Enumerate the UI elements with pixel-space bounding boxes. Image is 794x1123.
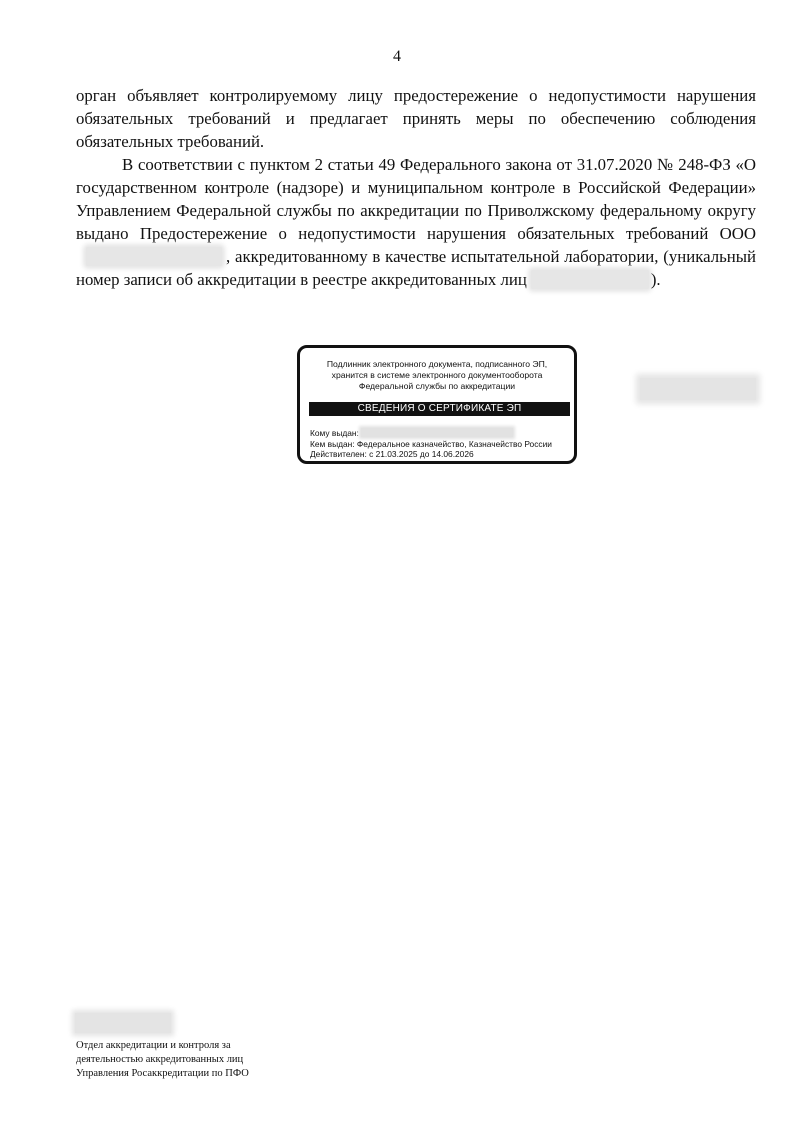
redacted-executor-name (75, 1013, 171, 1033)
page-number: 4 (393, 48, 401, 65)
stamp-header-text (300, 359, 574, 392)
stamp-certificate-details (310, 428, 570, 460)
redacted-accreditation-number (531, 270, 649, 289)
stamp-line-3: Федеральной службы по аккредитации (358, 381, 516, 391)
stamp-line-1: Подлинник электронного документа, подписанного ЭП, (326, 359, 548, 369)
document-body (76, 84, 756, 291)
stamp-issued-by: Кем выдан: Федеральное казначейство, Казначейство России (310, 438, 552, 449)
paragraph-text-start: В соответствии с пунктом 2 статьи 49 Федерального закона от 31.07.2020 № 248-ФЗ «О государственном контроле (надзоре) и муниципальном контроле в Российской Федерации» Управлением Федеральной службы по аккредитации по Приволжскому федеральному округу выдано Предостережение о недопустимости нарушения обязательных требований ООО (76, 155, 756, 243)
executor-info (76, 1039, 249, 1081)
executor-dept-line-3: Управления Росаккредитации по ПФО (76, 1068, 249, 1079)
stamp-issued-to-label: Кому выдан: (310, 428, 359, 438)
stamp-certificate-header: СВЕДЕНИЯ О СЕРТИФИКАТЕ ЭП (309, 402, 570, 416)
paragraph-text-middle: , аккредитованному в качестве испытательной лаборатории, (уникальный номер записи об аккредитации в реестре аккредитованных лиц (76, 247, 756, 289)
redacted-signatory (640, 378, 756, 400)
stamp-line-2: хранится в системе электронного документооборота (331, 370, 543, 380)
stamp-validity: Действителен: с 21.03.2025 до 14.06.2026 (310, 449, 474, 459)
redacted-signer-name (361, 428, 513, 437)
paragraph-text-end: ). (650, 270, 661, 289)
paragraph-warning-issued (76, 153, 756, 291)
paragraph-warning-intro: орган объявляет контролируемому лицу предостережение о недопустимости нарушения обязательных требований и предлагает принять меры по обеспечению соблюдения обязательных требований. (76, 86, 756, 151)
stamp-issued-to (310, 428, 570, 439)
electronic-signature-stamp (297, 345, 577, 464)
executor-dept-line-2: деятельностью аккредитованных лиц (76, 1054, 244, 1065)
executor-dept-line-1: Отдел аккредитации и контроля за (76, 1040, 231, 1051)
redacted-organization-name (86, 247, 222, 266)
